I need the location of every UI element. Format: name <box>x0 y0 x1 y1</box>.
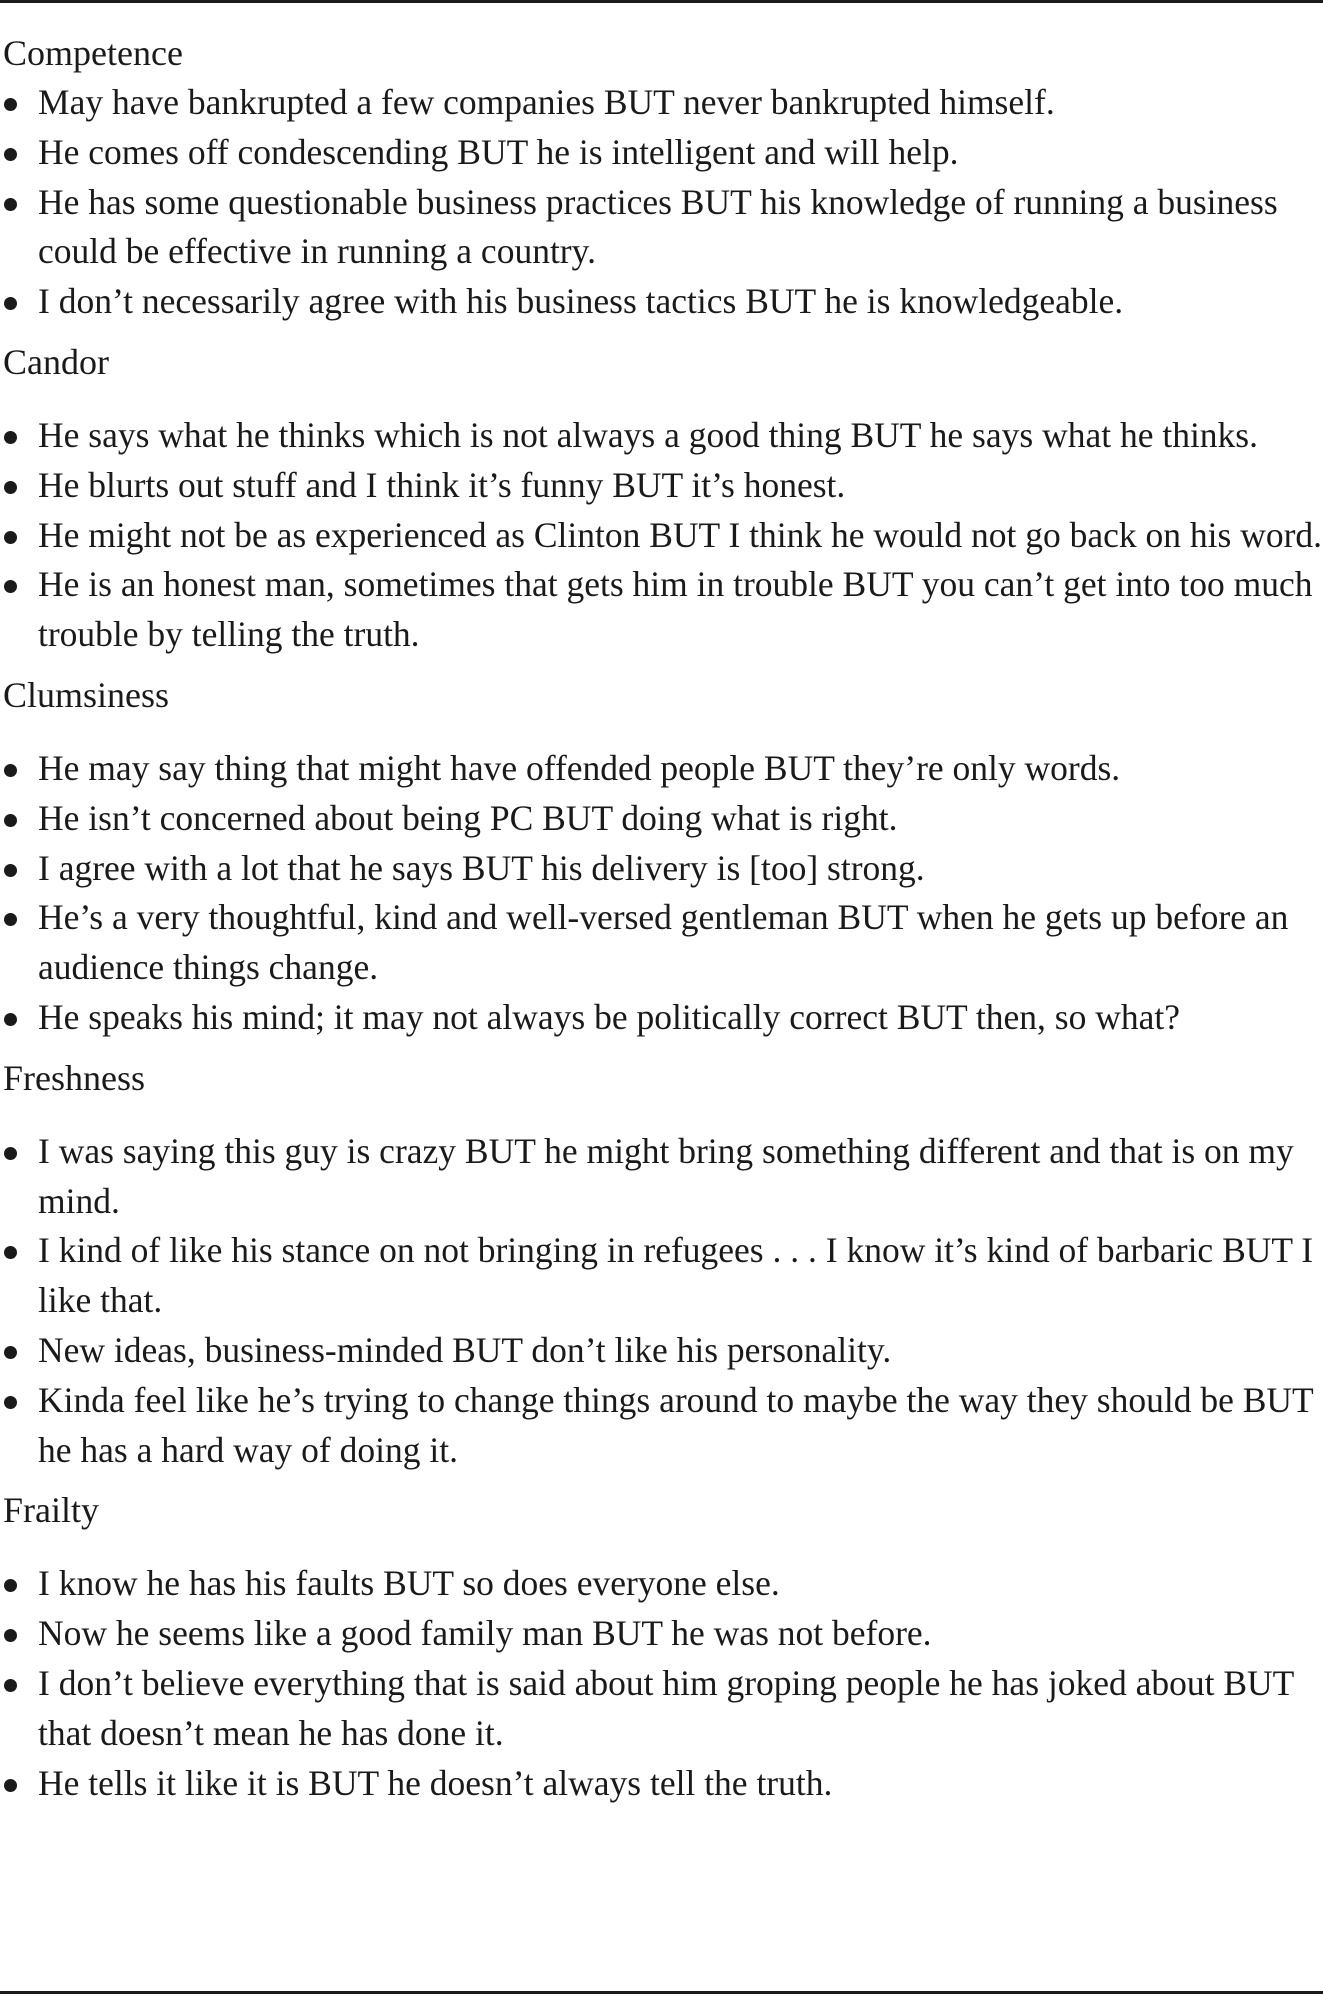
bullet-list <box>0 744 1323 1043</box>
list-item <box>0 744 1323 794</box>
list-item-text: I agree with a lot that he says BUT his delivery is [too] strong. <box>38 847 925 888</box>
list-item-text: He isn’t concerned about being PC BUT doing what is right. <box>38 797 898 838</box>
document-body <box>0 28 1323 1818</box>
section-title: Frailty <box>3 1490 99 1531</box>
list-item-text: Now he seems like a good family man BUT he was not before. <box>38 1613 932 1654</box>
list-item-text: New ideas, business-minded BUT don’t like his personality. <box>38 1329 892 1370</box>
bullet-icon <box>4 1013 17 1026</box>
list-item-text: I don’t believe everything that is said about him groping people he has joked about BUT that doesn’t mean he has done it. <box>38 1662 1294 1753</box>
bullet-icon <box>4 1579 17 1592</box>
list-item <box>0 1759 1323 1809</box>
list-item <box>0 411 1323 461</box>
bullet-icon <box>4 764 17 777</box>
bullet-icon <box>4 198 17 211</box>
section-title: Freshness <box>3 1057 145 1098</box>
bullet-icon <box>4 1346 17 1359</box>
list-item-text: He may say thing that might have offended people BUT they’re only words. <box>38 747 1121 788</box>
section-title: Candor <box>3 341 109 382</box>
bullet-icon <box>4 864 17 877</box>
list-item-text: I was saying this guy is crazy BUT he might bring something different and that is on my mind. <box>38 1130 1294 1221</box>
list-item <box>0 893 1323 993</box>
list-item-text: He tells it like it is BUT he doesn’t always tell the truth. <box>38 1762 833 1803</box>
list-item-text: He’s a very thoughtful, kind and well-versed gentleman BUT when he gets up before an audience things change. <box>38 897 1289 988</box>
section-clumsiness <box>0 670 1323 1043</box>
list-item <box>0 128 1323 178</box>
list-item <box>0 1559 1323 1609</box>
list-item <box>0 1609 1323 1659</box>
list-item <box>0 1659 1323 1759</box>
list-item-text: He is an honest man, sometimes that gets him in trouble BUT you can’t get into too much trouble by telling the truth. <box>38 564 1313 655</box>
bottom-rule <box>0 1991 1323 1994</box>
section-competence <box>0 28 1323 327</box>
list-item-text: Kinda feel like he’s trying to change things around to maybe the way they should be BUT he has a hard way of doing it. <box>38 1379 1314 1470</box>
bullet-icon <box>4 1147 17 1160</box>
list-item-text: He has some questionable business practices BUT his knowledge of running a business could be effective in running a country. <box>38 181 1278 272</box>
list-item-text: He blurts out stuff and I think it’s funny BUT it’s honest. <box>38 464 846 505</box>
list-item <box>0 560 1323 660</box>
list-item <box>0 277 1323 327</box>
bullet-icon <box>4 481 17 494</box>
bullet-icon <box>4 580 17 593</box>
list-item <box>0 78 1323 128</box>
bullet-icon <box>4 297 17 310</box>
list-item <box>0 511 1323 561</box>
list-item-text: He says what he thinks which is not always a good thing BUT he says what he thinks. <box>38 414 1259 455</box>
top-rule <box>0 0 1323 3</box>
section-freshness <box>0 1053 1323 1476</box>
list-item <box>0 1127 1323 1227</box>
bullet-icon <box>4 1396 17 1409</box>
section-title: Competence <box>3 33 183 73</box>
list-item-text: May have bankrupted a few companies BUT never bankrupted himself. <box>38 82 1055 122</box>
list-item <box>0 844 1323 894</box>
list-item-text: He might not be as experienced as Clinton BUT I think he would not go back on his word. <box>38 514 1323 555</box>
bullet-icon <box>4 913 17 926</box>
section-title: Clumsiness <box>3 674 170 715</box>
bullet-icon <box>4 1246 17 1259</box>
section-candor <box>0 337 1323 660</box>
list-item <box>0 1376 1323 1476</box>
list-item <box>0 794 1323 844</box>
section-frailty <box>0 1485 1323 1808</box>
bullet-icon <box>4 1629 17 1642</box>
bullet-list <box>0 411 1323 660</box>
bullet-icon <box>4 431 17 444</box>
list-item <box>0 461 1323 511</box>
bullet-icon <box>4 98 17 111</box>
bullet-icon <box>4 1779 17 1792</box>
list-item-text: He comes off condescending BUT he is intelligent and will help. <box>38 131 959 172</box>
list-item <box>0 178 1323 278</box>
list-item-text: He speaks his mind; it may not always be politically correct BUT then, so what? <box>38 996 1180 1037</box>
bullet-icon <box>4 148 17 161</box>
list-item <box>0 1326 1323 1376</box>
bullet-icon <box>4 1679 17 1692</box>
list-item-text: I kind of like his stance on not bringing in refugees . . . I know it’s kind of barbaric BUT I like that. <box>38 1230 1314 1321</box>
bullet-list <box>0 1127 1323 1476</box>
list-item-text: I don’t necessarily agree with his business tactics BUT he is knowledgeable. <box>38 281 1124 322</box>
list-item-text: I know he has his faults BUT so does everyone else. <box>38 1563 780 1604</box>
bullet-list <box>0 1559 1323 1808</box>
list-item <box>0 993 1323 1043</box>
bullet-icon <box>4 814 17 827</box>
bullet-list <box>0 78 1323 327</box>
bullet-icon <box>4 531 17 544</box>
list-item <box>0 1226 1323 1326</box>
